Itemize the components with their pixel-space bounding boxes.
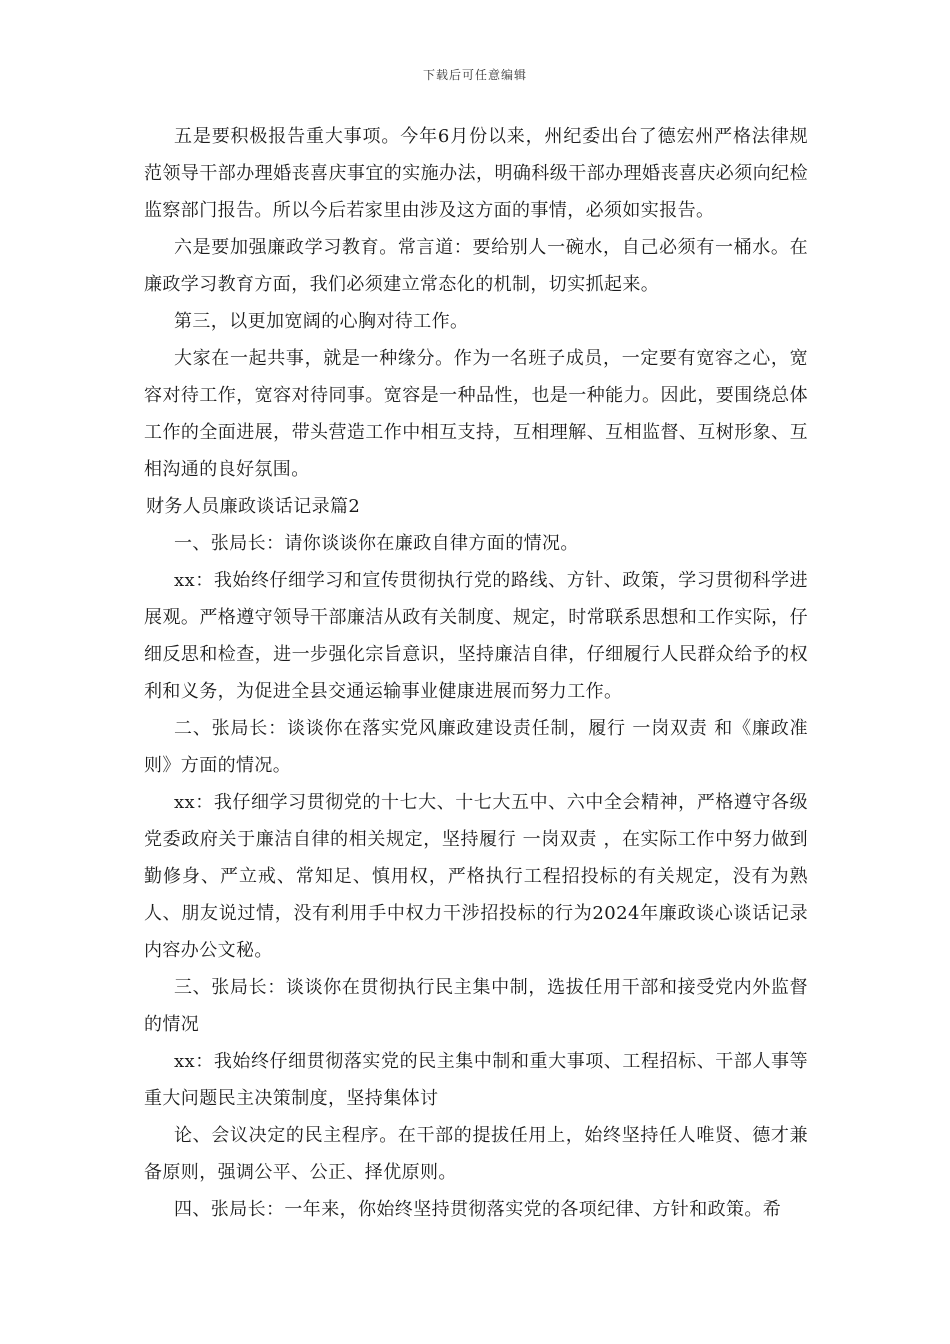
paragraph-answer-three: xx：我始终仔细贯彻落实党的民主集中制和重大事项、工程招标、干部人事等重大问题民主决策制度，坚持集体讨 [144,1051,808,1109]
page-header: 下载后可任意编辑 [422,68,527,82]
paragraph-tolerance: 大家在一起共事，就是一种缘分。作为一名班子成员，一定要有宽容之心，宽容对待工作，宽容对待同事。宽容是一种品性，也是一种能力。因此，要围绕总体工作的全面进展，带头营造工作中相互支持，互相理解、互相监督、互树形象、互相沟通的良好氛围。 [144,348,808,480]
paragraph-answer-two: xx：我仔细学习贯彻党的十七大、十七大五中、六中全会精神，严格遵守各级党委政府关于廉洁自律的相关规定，坚持履行 一岗双责 ，在实际工作中努力做到勤修身、严立戒、常知足、慎用权，严格执行工程招投标的有关规定，没有为熟人、朋友说过情，没有利用手中权力干涉招投标的行为2024年廉政谈心谈话记录内容办公文秘。 [144,792,808,961]
paragraph-question-four: 四、张局长：一年来，你始终坚持贯彻落实党的各项纪律、方针和政策。希 [174,1199,782,1220]
paragraph-question-two: 二、张局长：谈谈你在落实党风廉政建设责任制，履行 一岗双责 和《廉政准则》方面的情况。 [144,718,808,776]
paragraph-question-three: 三、张局长：谈谈你在贯彻执行民主集中制，选拔任用干部和接受党内外监督的情况 [144,977,808,1035]
paragraph-question-one: 一、张局长：请你谈谈你在廉政自律方面的情况。 [174,533,579,554]
section-title: 财务人员廉政谈话记录篇2 [146,496,361,517]
document-body [144,118,808,1228]
paragraph-answer-three-continued: 论、会议决定的民主程序。在干部的提拔任用上，始终坚持任人唯贤、德才兼备原则，强调公平、公正、择优原则。 [144,1125,808,1183]
paragraph-report-major-matters: 五是要积极报告重大事项。今年6月份以来，州纪委出台了德宏州严格法律规范领导干部办理婚丧喜庆事宜的实施办法，明确科级干部办理婚丧喜庆必须向纪检监察部门报告。所以今后若家里由涉及这方面的事情，必须如实报告。 [144,126,808,221]
paragraph-section-three: 第三，以更加宽阔的心胸对待工作。 [174,311,469,332]
paragraph-answer-one: xx：我始终仔细学习和宣传贯彻执行党的路线、方针、政策，学习贯彻科学进展观。严格遵守领导干部廉洁从政有关制度、规定，时常联系思想和工作实际，仔细反思和检查，进一步强化宗旨意识，坚持廉洁自律，仔细履行人民群众给予的权利和义务，为促进全县交通运输事业健康进展而努力工作。 [144,570,808,702]
paragraph-integrity-education: 六是要加强廉政学习教育。常言道：要给别人一碗水，自己必须有一桶水。在廉政学习教育方面，我们必须建立常态化的机制，切实抓起来。 [144,237,808,295]
